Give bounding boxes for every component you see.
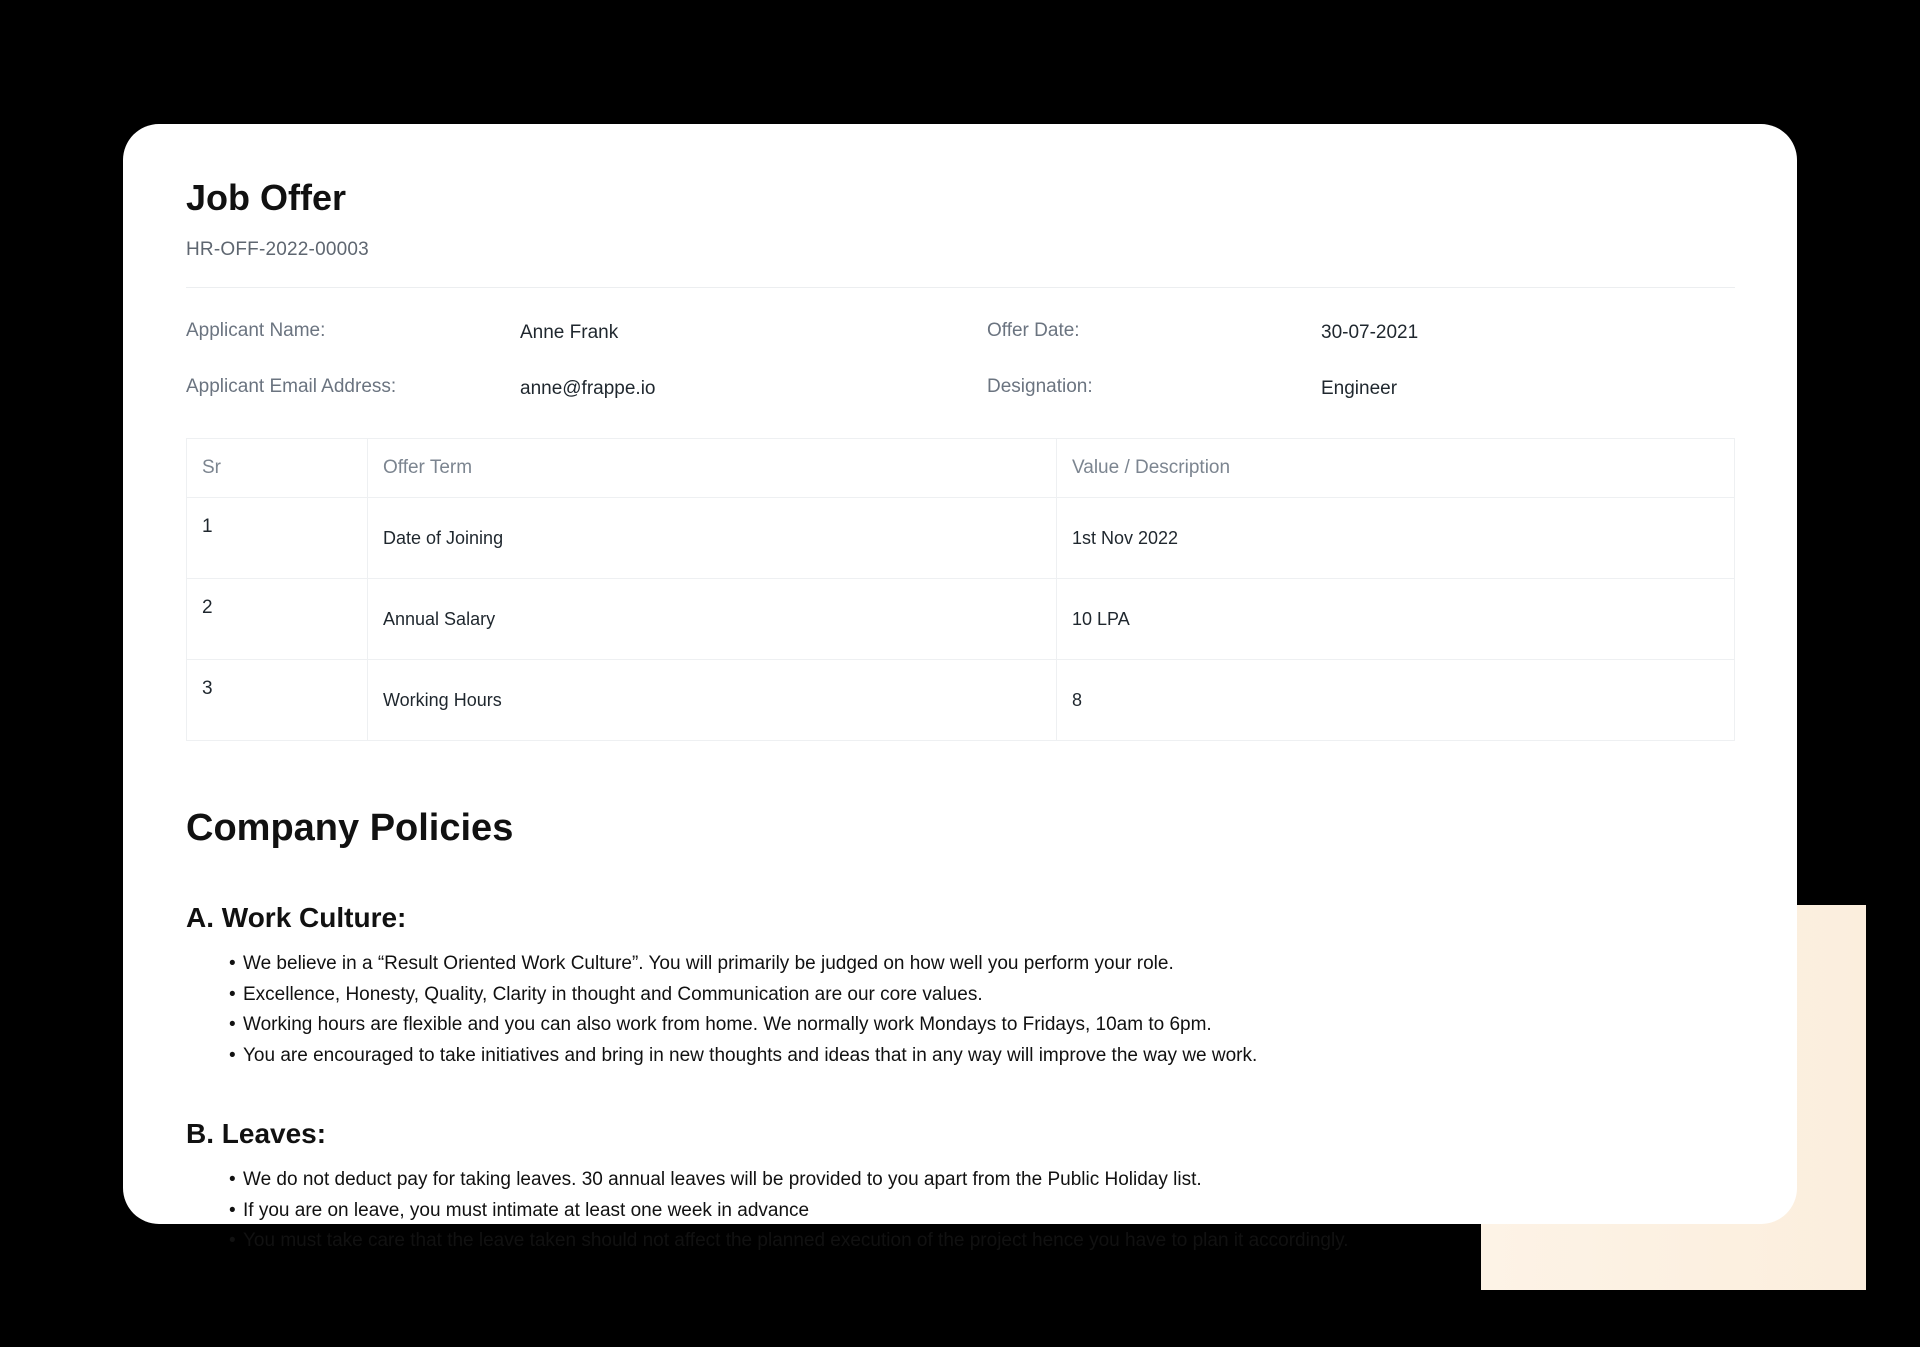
offer-date-value: 30-07-2021 [1321,322,1419,343]
leaves-heading: B. Leaves: [186,1118,327,1149]
row-value: 8 [1057,660,1735,741]
table-row [187,660,1735,741]
column-header-sr: Sr [187,439,368,498]
company-policies-heading: Company Policies [186,807,514,849]
applicant-email-label: Applicant Email Address: [186,376,397,397]
row-offer-term: Date of Joining [368,498,1057,579]
document-id: HR-OFF-2022-00003 [186,239,369,260]
list-item: • You must take care that the leave taken should not affect the planned execution of the project hence you have to plan it accordingly. [229,1226,1735,1257]
list-item: • We do not deduct pay for taking leaves. 30 annual leaves will be provided to you apart from the Public Holiday list. [229,1165,1735,1196]
row-sr: 1 [187,498,368,579]
table-row [187,498,1735,579]
list-item: • Excellence, Honesty, Quality, Clarity in thought and Communication are our core values. [229,980,1735,1011]
job-offer-document [123,124,1797,1251]
row-sr: 3 [187,660,368,741]
work-culture-heading: A. Work Culture: [186,902,407,933]
offer-details [186,318,1735,430]
row-offer-term: Working Hours [368,660,1057,741]
row-value: 1st Nov 2022 [1057,498,1735,579]
table-row [187,579,1735,660]
row-value: 10 LPA [1057,579,1735,660]
table-header-row [187,439,1735,498]
work-culture-list [186,949,1735,1071]
designation-label: Designation: [987,376,1093,397]
row-offer-term: Annual Salary [368,579,1057,660]
list-item: • If you are on leave, you must intimate at least one week in advance [229,1196,1735,1227]
offer-terms-table [186,438,1735,741]
column-header-offer-term: Offer Term [368,439,1057,498]
applicant-name-value: Anne Frank [520,322,619,343]
designation-value: Engineer [1321,378,1398,399]
leaves-list [186,1165,1735,1257]
list-item: • We believe in a “Result Oriented Work Culture”. You will primarily be judged on how well you perform your role. [229,949,1735,980]
list-item: • You are encouraged to take initiatives and bring in new thoughts and ideas that in any way will improve the way we work. [229,1041,1735,1072]
offer-date-label: Offer Date: [987,320,1080,341]
column-header-value: Value / Description [1057,439,1735,498]
header-divider [186,287,1735,288]
list-item: • Working hours are flexible and you can also work from home. We normally work Mondays to Fridays, 10am to 6pm. [229,1010,1735,1041]
row-sr: 2 [187,579,368,660]
document-title: Job Offer [186,177,347,218]
applicant-name-label: Applicant Name: [186,320,326,341]
applicant-email-value: anne@frappe.io [520,378,656,399]
